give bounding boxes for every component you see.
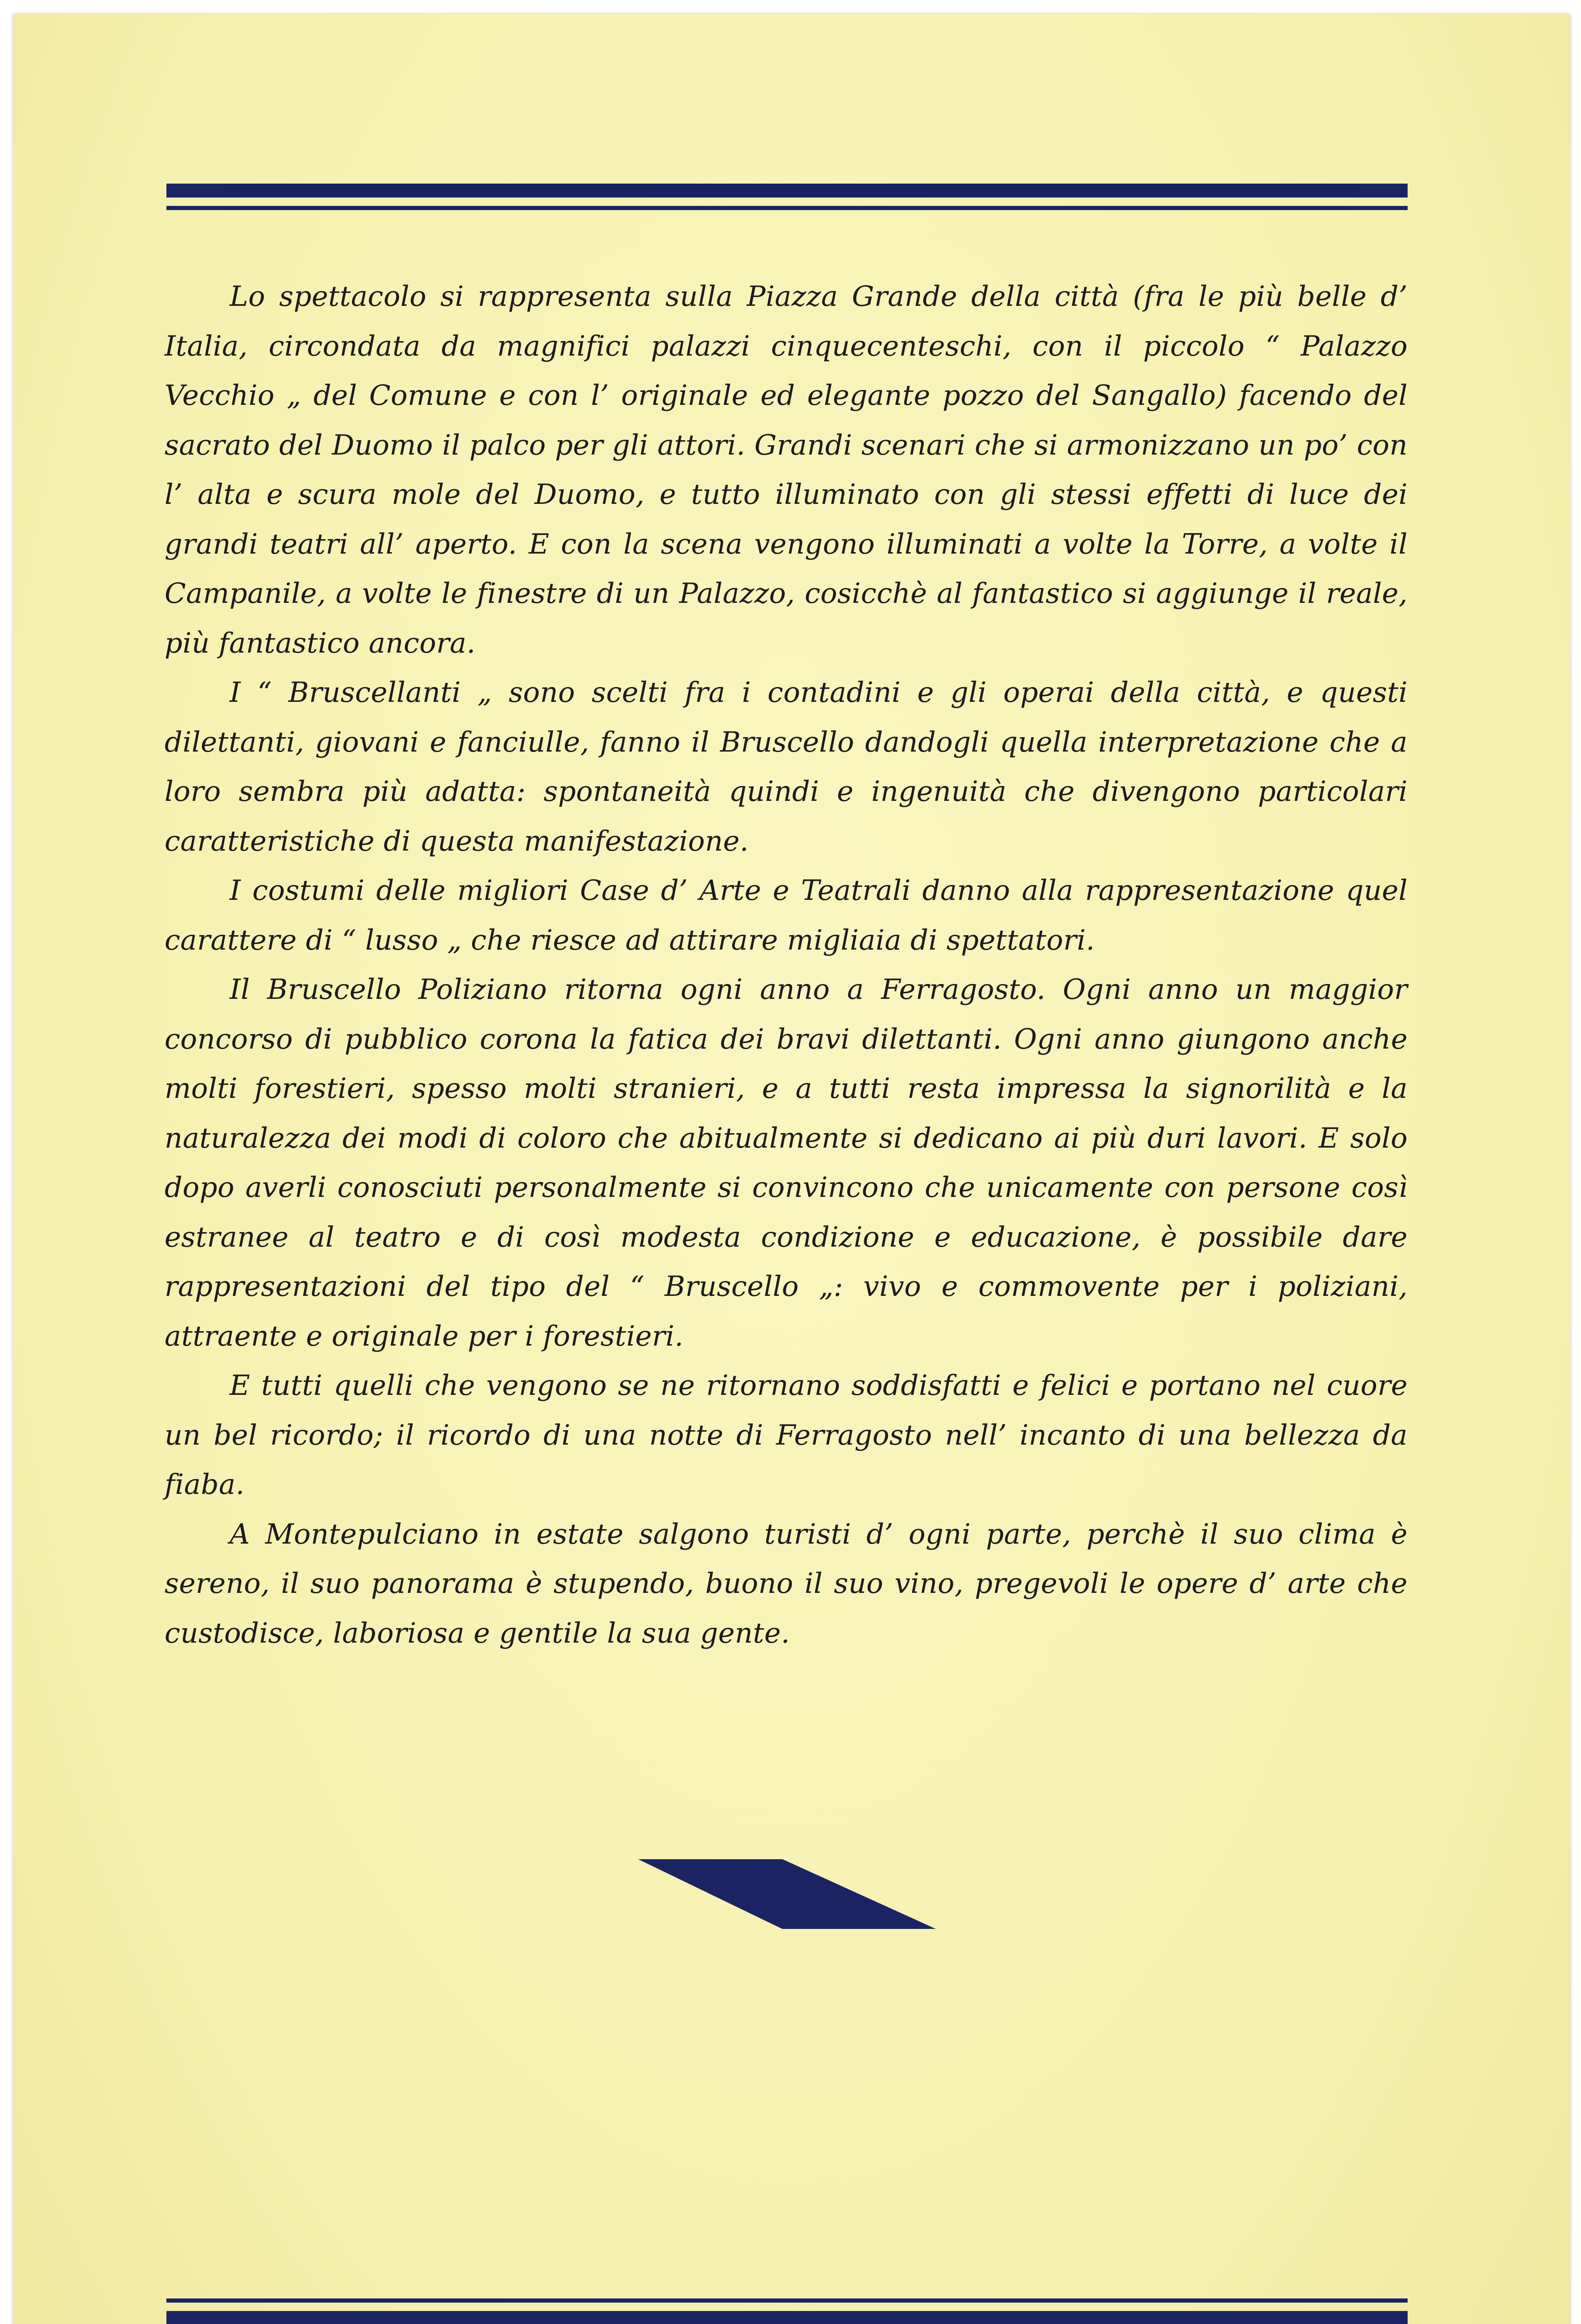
bottom-rule-thick xyxy=(166,2311,1408,2324)
bottom-rule-thin xyxy=(166,2298,1408,2303)
paragraph-5: E tutti quelli che vengono se ne ritornano soddisfatti e felici e portano nel cuore un bel ricordo; il ricordo di una notte di Ferragosto nell’ incanto di una bellezza da fiaba. xyxy=(165,1369,1408,1501)
bottom-decorative-rule xyxy=(166,2298,1408,2324)
arrow-ornament-icon xyxy=(638,1855,936,1934)
paragraph-2: I “ Bruscellanti „ sono scelti fra i contadini e gli operai della città, e questi dilettanti, giovani e fanciulle, fanno il Bruscello dandogli quella interpretazione che a loro sembra più adatta: spontaneità quindi e ingenuità che divengono particolari caratteristiche di questa manifestazione. xyxy=(165,676,1408,858)
top-rule-thin xyxy=(166,206,1408,210)
paragraph-1: Lo spettacolo si rappresenta sulla Piazza Grande della città (fra le più belle d’ Italia, circondata da magnifici palazzi cinquecenteschi, con il piccolo “ Palazzo Vecchio „ del Comune e con l’ originale ed elegante pozzo del Sangallo) facendo del sacrato del Duomo il palco per gli attori. Grandi scenari che si armonizzano un po’ con l’ alta e scura mole del Duomo, e tutto illuminato con gli stessi effetti di luce dei grandi teatri all’ aperto. E con la scena vengono illuminati a volte la Torre, a volte il Campanile, a volte le finestre di un Palazzo, cosicchè al fantastico si aggiunge il reale, più fantastico ancora. xyxy=(165,280,1408,660)
paragraph-4: Il Bruscello Poliziano ritorna ogni anno a Ferragosto. Ogni anno un maggior concorso di pubblico corona la fatica dei bravi dilettanti. Ogni anno giungono anche molti forestieri, spesso molti stranieri, e a tutti resta impressa la signorilità e la naturalezza dei modi di coloro che abitualmente si dedicano ai più duri lavori. E solo dopo averli conosciuti personalmente si convincono che unicamente con persone così estranee al teatro e di così modesta condizione e educazione, è possibile dare rappresentazioni del tipo del “ Bruscello „: vivo e commovente per i poliziani, attraente e originale per i forestieri. xyxy=(165,973,1408,1353)
paragraph-6: A Montepulciano in estate salgono turisti d’ ogni parte, perchè il suo clima è sereno, il suo panorama è stupendo, buono il suo vino, pregevoli le opere d’ arte che custodisce, laboriosa e gentile la sua gente. xyxy=(165,1518,1408,1650)
body-text xyxy=(165,272,1408,1658)
top-decorative-rule xyxy=(166,184,1408,210)
paragraph-3: I costumi delle migliori Case d’ Arte e Teatrali danno alla rappresentazione quel carattere di “ lusso „ che riesce ad attirare migliaia di spettatori. xyxy=(165,874,1408,957)
document-page xyxy=(13,14,1570,2324)
top-rule-thick xyxy=(166,184,1408,198)
